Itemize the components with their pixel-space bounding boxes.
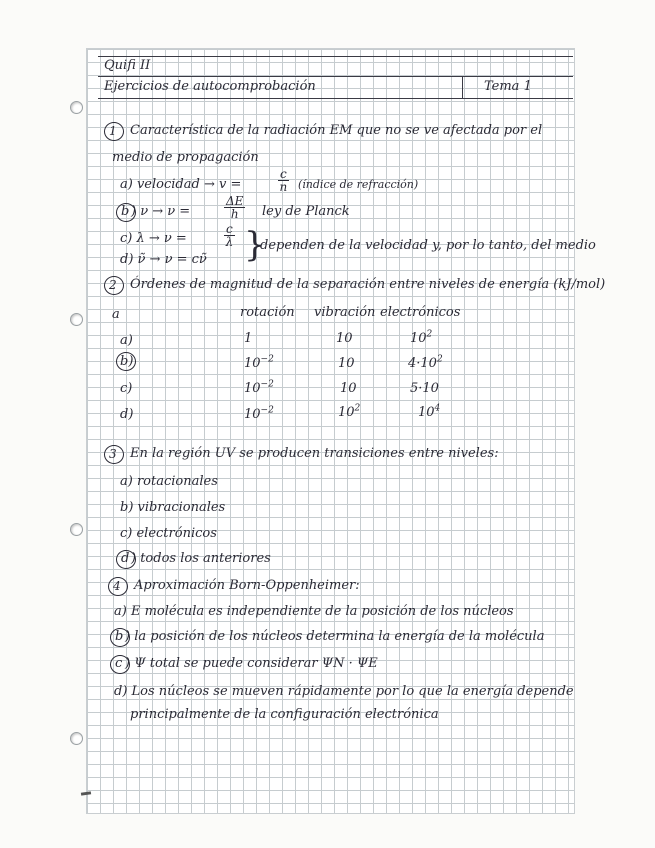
q4-number: 4 (113, 579, 121, 593)
q2-row-electronic-base: 10 (418, 405, 435, 420)
q2-row-vibration: 10 (336, 331, 353, 346)
q1-line1: Característica de la radiación EM que no se ve afectada por el (130, 123, 543, 138)
q1-option-b: ) ν → ν = (131, 204, 191, 219)
q2-row-vibration-exp: 2 (354, 403, 361, 414)
q2-row-label: c) (120, 381, 133, 396)
q2-row-rotation (244, 407, 274, 423)
q2-row-electronic (418, 405, 440, 421)
q1-option-c: c) λ → ν = (120, 231, 187, 246)
q1-b-letter: b (121, 204, 130, 219)
q1-line2: medio de propagación (112, 150, 259, 165)
q3-option-b: b) vibracionales (120, 500, 226, 515)
q1-b-denominator: h (230, 207, 239, 221)
q2-row-vibration (338, 405, 360, 421)
q2-row-vibration: 10 (340, 381, 357, 396)
q1-c-denominator: λ (225, 235, 234, 249)
q2-row-vibration-base: 10 (338, 405, 355, 420)
q2-row-rotation-exp: −2 (260, 405, 274, 416)
q2-col-electronic: electrónicos (380, 305, 461, 320)
q1-b-fraction (224, 195, 245, 220)
q2-row-rotation-base: 10 (244, 407, 261, 422)
header-subject: Quifi II (104, 58, 151, 73)
q1-number: 1 (109, 124, 117, 138)
q3-line1: En la región UV se producen transiciones entre niveles: (130, 446, 499, 461)
q3-option-c: c) electrónicos (120, 526, 217, 541)
q2-row-electronic-base: 10 (410, 331, 427, 346)
q2-line1: Órdenes de magnitud de la separación entre niveles de energía (kJ/mol) (130, 277, 606, 292)
q1-cd-note: dependen de la velocidad y, por lo tanto, del medio (260, 238, 596, 253)
q2-row-electronic-exp: 2 (436, 354, 443, 365)
q4-line1: Aproximación Born-Oppenheimer: (134, 578, 360, 593)
q2-col-vibration: vibración (314, 305, 376, 320)
q2-row-electronic (408, 356, 443, 372)
header-topic: Tema 1 (484, 79, 532, 94)
q2-row-rotation-base: 10 (244, 381, 261, 396)
header-top-rule (98, 56, 573, 57)
q4-option-b: ) la posición de los núcleos determina la energía de la molécula (125, 629, 545, 644)
q2-row-electronic-base: 4·10 (408, 356, 437, 371)
q1-c-numerator: c (226, 222, 233, 236)
q2-row-rotation: 1 (244, 331, 253, 346)
q2-row-electronic-exp: 4 (434, 403, 441, 414)
binder-hole (70, 732, 83, 745)
q1-b-note: ley de Planck (262, 204, 350, 219)
q4-option-d-line1: d) Los núcleos se mueven rápidamente por lo que la energía depende (114, 684, 574, 699)
q4-option-c: ) Ψ total se puede considerar ΨN · ΨE (125, 656, 378, 671)
q4-c-letter: c (115, 656, 123, 671)
q2-row-electronic: 5·10 (410, 381, 439, 396)
q2-row-rotation-exp: −2 (260, 379, 274, 390)
q2-row-electronic (410, 331, 432, 347)
header-bottom-rule (98, 98, 573, 99)
q4-b-letter: b (115, 629, 124, 644)
q1-a-denominator: n (279, 180, 288, 194)
q2-row-rotation-base: 10 (244, 356, 261, 371)
q3-number: 3 (109, 447, 117, 461)
q1-a-numerator: c (280, 167, 287, 181)
q2-number: 2 (109, 278, 117, 292)
q2-col-label: a (112, 307, 120, 322)
binder-hole (70, 313, 83, 326)
q2-row-vibration: 10 (338, 356, 355, 371)
curly-brace: } (244, 225, 266, 265)
header-mid-rule (98, 76, 573, 77)
q3-option-d: ) todos los anteriores (131, 551, 271, 566)
q3-d-letter: d (121, 551, 130, 566)
q1-b-numerator: ΔE (226, 194, 244, 208)
q4-option-a: a) E molécula es independiente de la posición de los núcleos (114, 604, 514, 619)
q1-a-note: (índice de refracción) (298, 178, 419, 191)
q2-col-rotation: rotación (240, 305, 295, 320)
q2-row-rotation (244, 381, 274, 397)
q1-c-fraction (224, 223, 235, 248)
q2-row-rotation-exp: −2 (260, 354, 274, 365)
q2-row-label: a) (120, 333, 133, 348)
q2-row-label: b) (120, 354, 134, 369)
q1-a-fraction (278, 168, 289, 193)
header-title: Ejercicios de autocomprobación (104, 79, 316, 94)
q3-option-a: a) rotacionales (120, 474, 218, 489)
binder-hole (70, 101, 83, 114)
q2-row-rotation (244, 356, 274, 372)
q4-option-d-line2: principalmente de la configuración electrónica (130, 707, 439, 722)
q1-option-a: a) velocidad → v = (120, 177, 242, 192)
q2-row-label: d) (120, 407, 134, 422)
q2-row-electronic-exp: 2 (426, 329, 433, 340)
header-divider (462, 76, 463, 98)
q1-option-d: d) ν̃ → ν = cν̃ (120, 252, 207, 267)
binder-hole (70, 523, 83, 536)
